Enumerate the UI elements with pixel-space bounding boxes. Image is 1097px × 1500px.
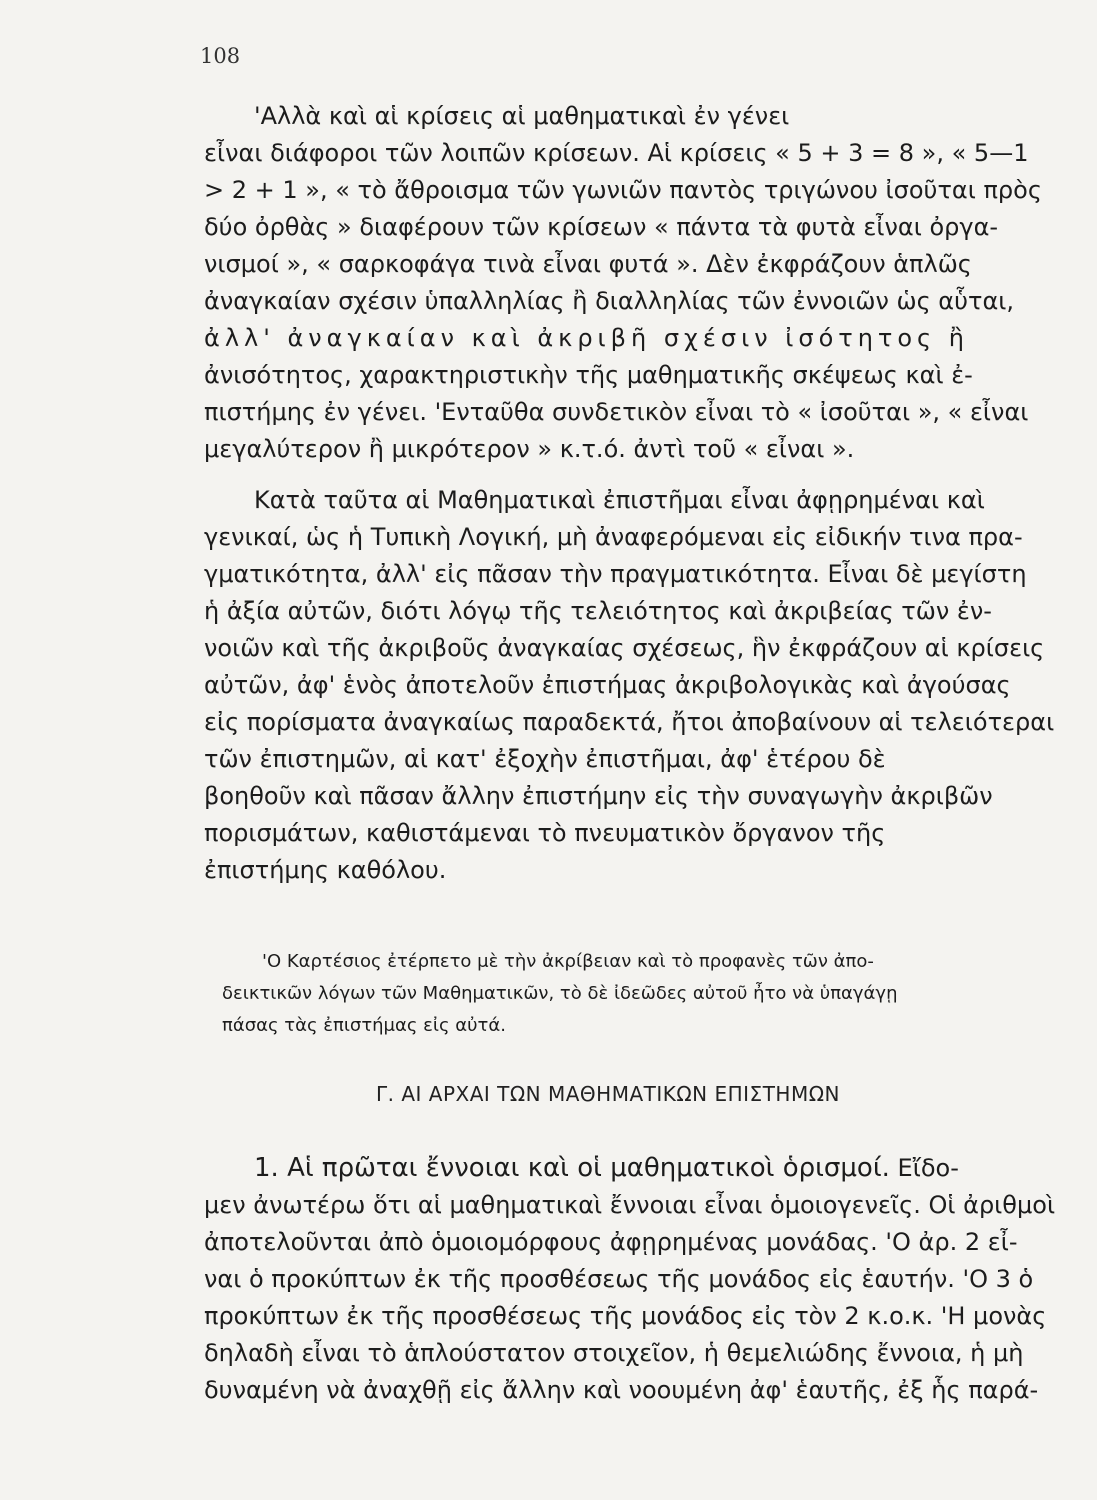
text-line: νοιῶν καὶ τῆς ἀκριβοῦς ἀναγκαίας σχέσεως, ἣν ἐκφράζουν αἱ κρίσεις [204,634,1045,662]
text-line: ἐπιστήμης καθόλου. [204,856,447,884]
text-line: ἀναγκαίαν σχέσιν ὑπαλληλίας ἢ διαλληλίας τῶν ἐννοιῶν ὡς αὗται, [204,287,1015,315]
text-line: ἀποτελοῦνται ἀπὸ ὁμοιομόρφους ἀφῃρημένας μονάδας. 'Ο ἀρ. 2 εἶ- [204,1228,1018,1256]
text-line: δυναμένη νὰ ἀναχθῇ εἰς ἄλλην καὶ νοουμένη ἀφ' ἑαυτῆς, ἐξ ἧς παρά- [204,1376,1039,1404]
text-line: βοηθοῦν καὶ πᾶσαν ἄλλην ἐπιστήμην εἰς τὴν συναγωγὴν ἀκριβῶν [204,782,993,810]
text-line: ναι ὁ προκύπτων ἐκ τῆς προσθέσεως τῆς μονάδος εἰς ἑαυτήν. 'Ο 3 ὁ [204,1265,1034,1293]
footnote-line: 'Ο Καρτέσιος ἐτέρπετο μὲ τὴν ἀκρίβειαν καὶ τὸ προφανὲς τῶν ἀπο- [262,951,874,972]
text-line: 'Αλλὰ καὶ αἱ κρίσεις αἱ μαθηματικαὶ ἐν γένει [254,102,790,130]
text-line: ἀλλ' ἀναγκαίαν καὶ ἀκριβῆ σχέσιν ἰσότητος ἢ [204,324,969,352]
paragraph-3 [204,1150,1080,1409]
subsection-title: 1. Αἱ πρῶται ἔννοιαι καὶ οἱ μαθηματικοὶ ὁρισμοί. [254,1153,890,1183]
text-line: δύο ὀρθὰς » διαφέρουν τῶν κρίσεων « πάντα τὰ φυτὰ εἶναι ὀργα- [204,213,999,241]
text-line: ἡ ἀξία αὐτῶν, διότι λόγῳ τῆς τελειότητος καὶ ἀκριβείας τῶν ἐν- [204,597,992,625]
text-line: πιστήμης ἐν γένει. 'Ενταῦθα συνδετικὸν εἶναι τὸ « ἰσοῦται », « εἶναι [204,398,1029,426]
text-line [204,1150,1080,1187]
text-line-rest: Εἴδο- [889,1154,959,1182]
footnote-line: πάσας τὰς ἐπιστήμας εἰς αὐτά. [222,1015,506,1036]
text-line: γενικαί, ὡς ἡ Τυπικὴ Λογική, μὴ ἀναφερόμεναι εἰς εἰδικήν τινα πρα- [204,523,1023,551]
page-number: 108 [200,44,241,68]
text-line: ἀνισότητος, χαρακτηριστικὴν τῆς μαθηματικῆς σκέψεως καὶ ἐ- [204,361,973,389]
text-line: μεν ἀνωτέρω ὅτι αἱ μαθηματικαὶ ἔννοιαι εἶναι ὁμοιογενεῖς. Οἱ ἀριθμοὶ [204,1191,1056,1219]
paragraph-1 [204,98,1080,468]
text-line: εἶναι διάφοροι τῶν λοιπῶν κρίσεων. Αἱ κρίσεις « 5 + 3 = 8 », « 5—1 [204,139,1029,167]
text-line: προκύπτων ἐκ τῆς προσθέσεως τῆς μονάδος εἰς τὸν 2 κ.ο.κ. 'Η μονὰς [204,1302,1047,1330]
footnote [222,946,1072,1042]
text-line: > 2 + 1 », « τὸ ἄθροισμα τῶν γωνιῶν παντὸς τριγώνου ἰσοῦται πρὸς [204,176,1042,204]
section-heading: Γ. ΑΙ ΑΡΧΑΙ ΤΩΝ ΜΑΘΗΜΑΤΙΚΩΝ ΕΠΙΣΤΗΜΩΝ [376,1082,840,1106]
text-line: γματικότητα, ἀλλ' εἰς πᾶσαν τὴν πραγματικότητα. Εἶναι δὲ μεγίστη [204,560,1027,588]
text-line: αὐτῶν, ἀφ' ἑνὸς ἀποτελοῦν ἐπιστήμας ἀκριβολογικὰς καὶ ἀγούσας [204,671,1011,699]
text-line: νισμοί », « σαρκοφάγα τινὰ εἶναι φυτά ». Δὲν ἐκφράζουν ἁπλῶς [204,250,972,278]
text-line: μεγαλύτερον ἢ μικρότερον » κ.τ.ό. ἀντὶ τοῦ « εἶναι ». [204,435,855,463]
footnote-line: δεικτικῶν λόγων τῶν Μαθηματικῶν, τὸ δὲ ἰδεῶδες αὐτοῦ ἦτο νὰ ὑπαγάγῃ [222,983,898,1004]
text-line: τῶν ἐπιστημῶν, αἱ κατ' ἐξοχὴν ἐπιστῆμαι, ἀφ' ἑτέρου δὲ [204,745,886,773]
text-line: δηλαδὴ εἶναι τὸ ἁπλούστατον στοιχεῖον, ἡ θεμελιώδης ἔννοια, ἡ μὴ [204,1339,1024,1367]
text-line: Κατὰ ταῦτα αἱ Μαθηματικαὶ ἐπιστῆμαι εἶναι ἀφῃρημέναι καὶ [254,486,985,514]
text-line: πορισμάτων, καθιστάμεναι τὸ πνευματικὸν ὄργανον τῆς [204,819,886,847]
paragraph-2 [204,482,1080,889]
text-line: εἰς πορίσματα ἀναγκαίως παραδεκτά, ἤτοι ἀποβαίνουν αἱ τελειότεραι [204,708,1055,736]
